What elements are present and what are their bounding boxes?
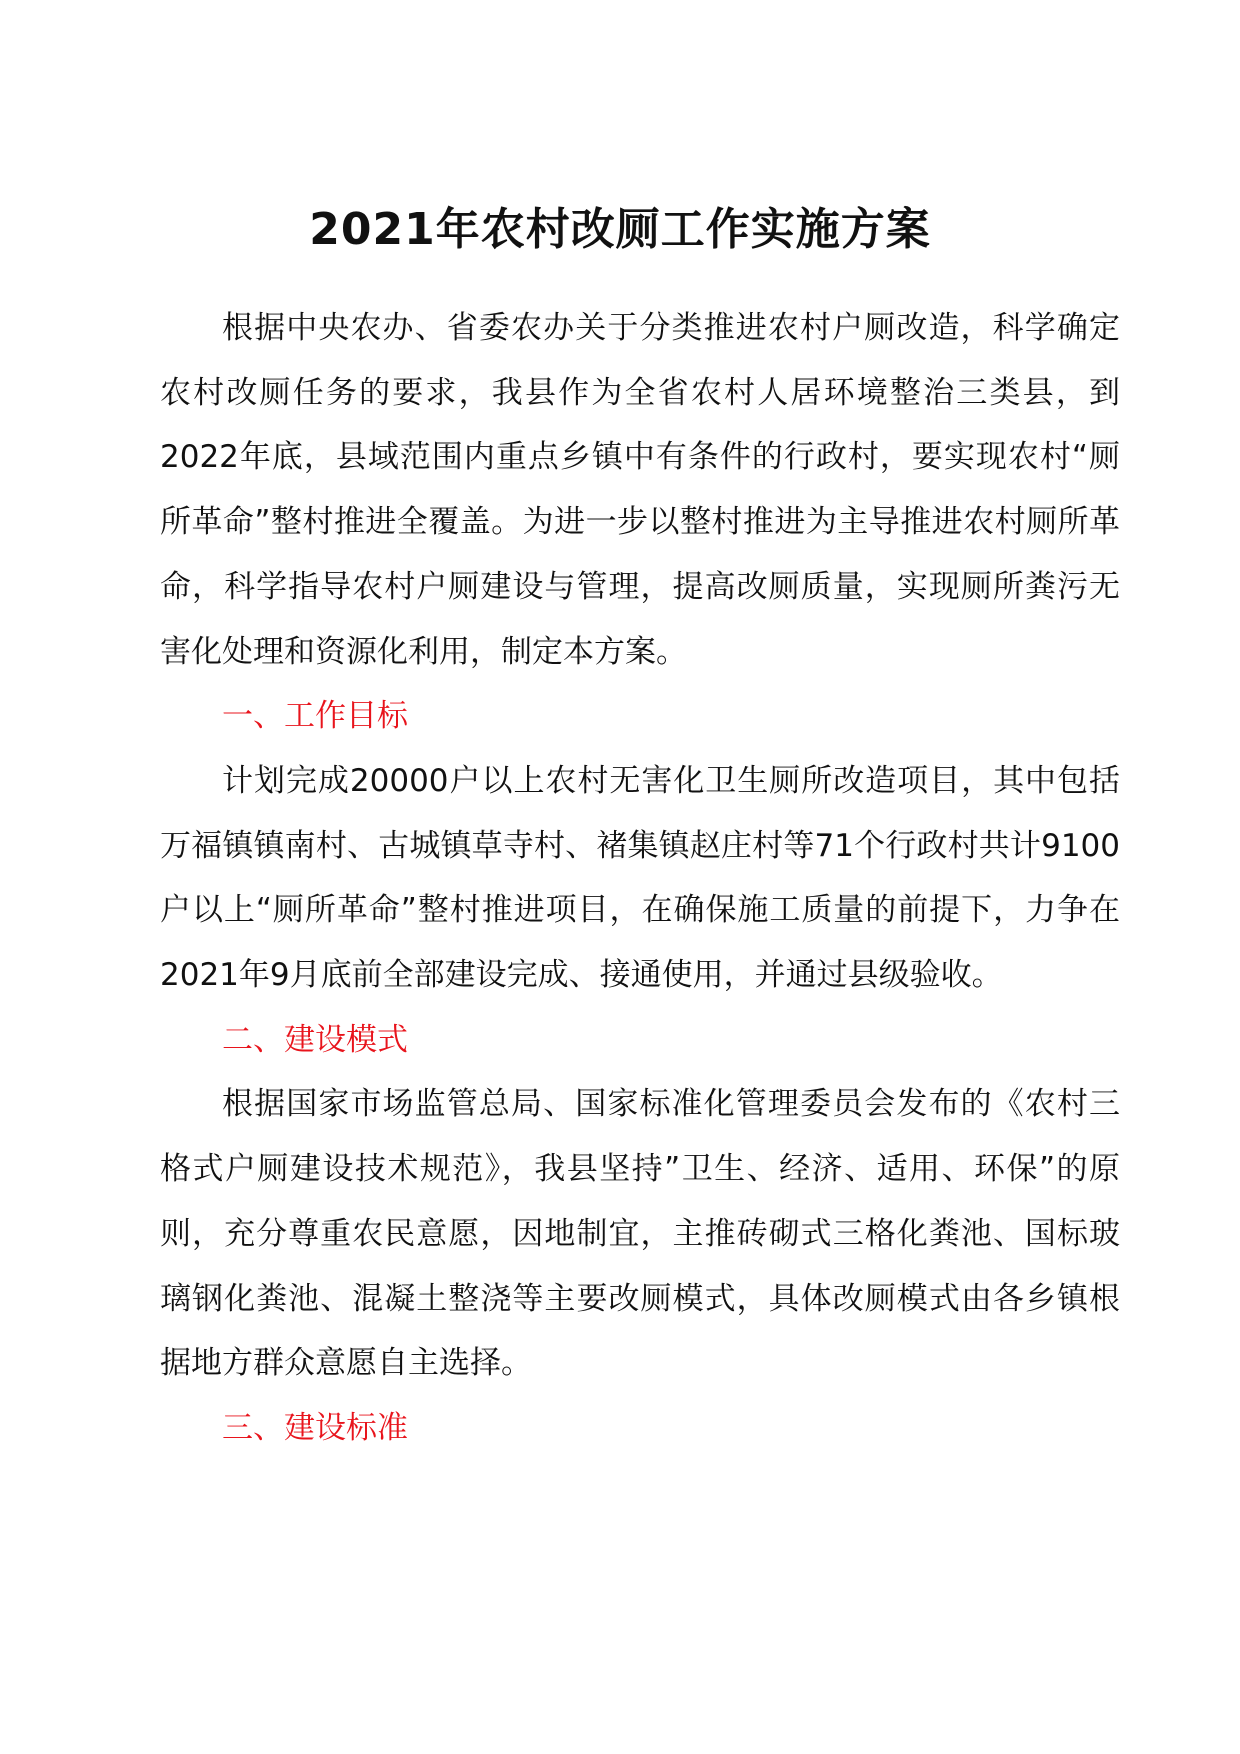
document-body	[160, 296, 1120, 1461]
section-heading-goals: 一、工作目标	[222, 698, 408, 735]
section-heading-construction-mode: 二、建设模式	[222, 1021, 408, 1058]
document-title: 2021年农村改厕工作实施方案	[309, 204, 931, 255]
goals-paragraph: 计划完成20000户以上农村无害化卫生厕所改造项目，其中包括万福镇镇南村、古城镇草寺村、褚集镇赵庄村等71个行政村共计9100户以上“厕所革命”整村推进项目，在确保施工质量的前提下，力争在2021年9月底前全部建设完成、接通使用，并通过县级验收。	[160, 762, 1120, 994]
intro-paragraph: 根据中央农办、省委农办关于分类推进农村户厕改造，科学确定农村改厕任务的要求，我县作为全省农村人居环境整治三类县，到2022年底，县域范围内重点乡镇中有条件的行政村，要实现农村“厕所革命”整村推进全覆盖。为进一步以整村推进为主导推进农村厕所革命，科学指导农村户厕建设与管理，提高改厕质量，实现厕所粪污无害化处理和资源化利用，制定本方案。	[160, 310, 1120, 670]
construction-mode-paragraph: 根据国家市场监管总局、国家标准化管理委员会发布的《农村三格式户厕建设技术规范》，我县坚持”卫生、经济、适用、环保”的原则，充分尊重农民意愿，因地制宜，主推砖砌式三格化粪池、国标玻璃钢化粪池、混凝土整浇等主要改厕模式，具体改厕模式由各乡镇根据地方群众意愿自主选择。	[160, 1086, 1120, 1382]
section-heading-construction-standard: 三、建设标准	[222, 1409, 408, 1446]
